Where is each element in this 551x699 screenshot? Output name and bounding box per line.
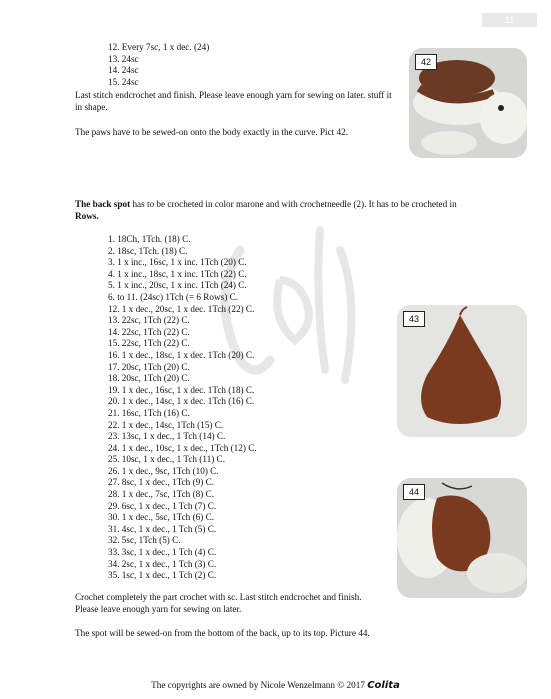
list-item: 1. 18Ch, 1Tch. (18) C. [108,234,191,244]
picture-42 [409,48,527,158]
finish-paragraph: Last stitch endcrochet and finish. Please leave enough yarn for sewing on later. stuff it in shape. [75,90,392,112]
rows-list [108,234,257,582]
list-item: 15. 22sc, 1Tch (22) C. [108,338,190,349]
list-item: 26. 1 x dec., 9sc, 1Tch (10) C. [108,465,219,476]
list-item: 35. 1sc, 1 x dec., 1 Tch (2) C. [108,570,217,581]
back-spot-heading: The back spot [75,199,131,209]
list-item: 16. 1 x dec., 18sc, 1 x dec. 1Tch (20) C. [108,349,255,360]
colita-logo: Colita [367,680,400,691]
picture-number-badge: 42 [415,54,437,70]
list-item: 12. Every 7sc, 1 x dec. (24) [108,42,210,52]
list-item: 19. 1 x dec., 16sc, 1 x dec. 1Tch (18) C. [108,384,255,395]
list-item: 27. 8sc, 1 x dec., 1Tch (9) C. [108,477,215,488]
list-item: 21. 16sc, 1Tch (16) C. [108,407,190,418]
list-item: 12. 1 x dec., 20sc, 1 x dec. 1Tch (22) C. [108,303,255,314]
list-item: 33. 3sc, 1 x dec., 1 Tch (4) C. [108,547,217,558]
list-item: 22. 1 x dec., 14sc, 1Tch (15) C. [108,419,224,430]
top-rows-list [108,42,209,88]
back-spot-text: has to be crocheted in color marone and with crochetneedle (2). It has to be crocheted in [130,199,457,209]
picture-44 [397,478,527,598]
list-item: 18. 20sc, 1Tch (20) C. [108,373,190,384]
rows-emphasis: Rows. [75,210,99,221]
list-item: 32. 5sc, 1Tch (5) C. [108,535,181,546]
picture-43 [397,305,527,437]
list-item: 5. 1 x inc., 20sc, 1 x inc. 1Tch (24) C. [108,280,247,291]
list-item: 24. 1 x dec., 10sc, 1 x dec., 1Tch (12) C. [108,442,257,453]
paws-paragraph: The paws have to be sewed-on onto the body exactly in the curve. Pict 42. [75,127,348,137]
picture-number-badge: 43 [403,311,425,327]
list-item: 31. 4sc, 1 x dec., 1 Tch (5) C. [108,523,217,534]
list-item: 28. 1 x dec., 7sc, 1Tch (8) C. [108,489,215,500]
crochet-paragraph: Crochet completely the part crochet with sc. Last stitch endcrochet and finish. Please leave enough yarn for sewing on later. [75,592,362,614]
list-item: 20. 1 x dec., 14sc, 1 x dec. 1Tch (16) C. [108,396,255,407]
list-item: 14. 22sc, 1Tch (22) C. [108,326,190,337]
list-item: 15. 24sc [108,76,139,87]
list-item: 3. 1 x inc., 16sc, 1 x inc. 1Tch (20) C. [108,257,247,268]
list-item: 25. 10sc, 1 x dec., 1 Tch (11) C. [108,454,225,465]
list-item: 17. 20sc, 1Tch (20) C. [108,361,190,372]
list-item: 6. to 11. (24sc) 1Tch (= 6 Rows) C. [108,291,239,302]
copyright-text: The copyrights are owned by Nicole Wenzelmann © 2017 [151,680,365,690]
list-item: 13. 24sc [108,53,139,64]
list-item: 29. 6sc, 1 x dec., 1 Tch (7) C. [108,500,217,511]
list-item: 14. 24sc [108,65,139,76]
list-item: 23. 13sc, 1 x dec., 1 Tch (14) C. [108,431,226,442]
list-item: 30. 1 x dec., 5sc, 1Tch (6) C. [108,512,215,523]
list-item: 2. 18sc, 1Tch. (18) C. [108,245,188,256]
page-number-tab: 11 [482,13,537,27]
list-item: 4. 1 x inc., 18sc, 1 x inc. 1Tch (22) C. [108,268,247,279]
footer [0,680,551,691]
list-item: 13. 22sc, 1Tch (22) C. [108,315,190,326]
list-item: 34. 2sc, 1 x dec., 1 Tch (3) C. [108,558,217,569]
spot-paragraph: The spot will be sewed-on from the bottom of the back, up to its top. Picture 44. [75,628,370,638]
picture-number-badge: 44 [403,484,425,500]
